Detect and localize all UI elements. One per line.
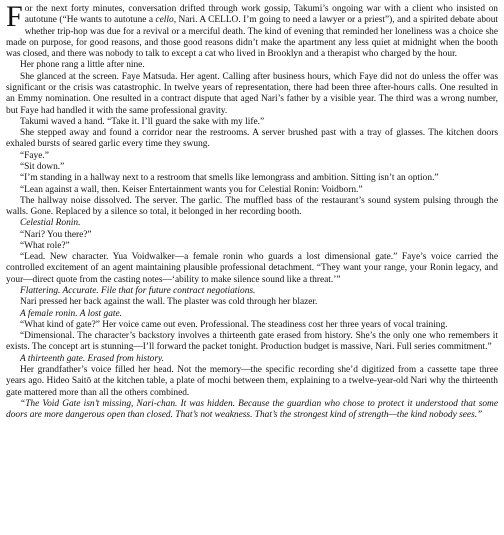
text-run: “What kind of gate?” Her voice came out even. Professional. The steadiness cost her three years of vocal training. [20, 319, 448, 330]
paragraph [6, 128, 498, 151]
paragraph [6, 331, 498, 354]
paragraph [6, 365, 498, 399]
paragraph [6, 230, 498, 241]
drop-cap: F [6, 0, 23, 33]
paragraph [6, 162, 498, 173]
paragraph [6, 185, 498, 196]
text-run: “Dimensional. The character’s backstory involves a thirteenth gate erased from history. She’s the only one who remembers it exists. The concept art is stunning—I’ll forward the packet tonight. Production budget is massive, Nari. Full series commitment.” [6, 331, 498, 353]
paragraph [6, 286, 498, 297]
paragraph [6, 241, 498, 252]
paragraph [6, 117, 498, 128]
text-run: “Lead. New character. Yua Voidwalker—a female ronin who guards a lost dimensional gate.” Faye’s voice carried the controlled excitement of an agent maintaining plausible professional detachment. “They want your range, your Ronin legacy, and your—direct quote from the casting notes—‘ability to make silence sound like a threat.’” [6, 252, 498, 285]
paragraph [6, 72, 498, 117]
text-run: Takumi waved a hand. “Take it. I’ll guard the sake with my life.” [20, 116, 265, 127]
paragraph [6, 196, 498, 219]
paragraph [6, 309, 498, 320]
italic-text: cello [155, 15, 174, 26]
text-run: She glanced at the screen. Faye Matsuda. Her agent. Calling after business hours, which Faye did not do unless the offer was significant or the crisis was catastrophic. In twelve years of representation, there had been three after-hours calls. One resulted in an Emmy nomination. One resulted in a contract dispute that aged Nari’s father by a visible year. The third was a wrong number, but Faye had handled it with the same professional gravity. [6, 71, 498, 116]
italic-text: Flattering. Accurate. File that for future contract negotiations. [20, 286, 256, 297]
text-run: She stepped away and found a corridor near the restrooms. A server brushed past with a tray of glasses. The kitchen doors exhaled bursts of seared garlic every time they swung. [6, 128, 498, 150]
text-run: “Sit down.” [20, 161, 65, 172]
paragraph [6, 218, 498, 229]
paragraph [6, 252, 498, 286]
paragraph [6, 297, 498, 308]
paragraph [6, 354, 498, 365]
text-run: “Faye.” [20, 150, 49, 161]
text-run: “Nari? You there?” [20, 229, 92, 240]
paragraph [6, 173, 498, 184]
text-run: “I’m standing in a hallway next to a restroom that smells like lemongrass and ambition. Sitting isn’t an option.” [20, 173, 439, 184]
paragraph [6, 151, 498, 162]
text-run: Nari pressed her back against the wall. The plaster was cold through her blazer. [20, 297, 318, 308]
text-run: , Nari. A CELLO. I’m going to need a lawyer or a priest”), and a spirited debate about whether trip-hop was due for a revival or a merciful death. The kind of evening that reminded her loneliness was a choice she made on purpose, for good reasons, and those good reasons didn’t make the apartment any less quiet at midnight when the booth was closed, and there was nobody to talk to except a cat who lived in Brooklyn and a therapist who charged by the hour. [6, 15, 498, 60]
italic-text: Celestial Ronin. [20, 218, 81, 229]
text-run: Her phone rang a little after nine. [20, 60, 145, 71]
italic-text: “The Void Gate isn’t missing, Nari-chan. It was hidden. Because the guardian who chose to protect it understood that some doors are more dangerous open than closed. That’s not weakness. That’s the strongest kind of strength—the kind nobody sees.” [6, 398, 498, 421]
text-run: “What role?” [20, 240, 70, 251]
paragraph [6, 60, 498, 71]
text-run: The hallway noise dissolved. The server. The garlic. The muffled bass of the restaurant’s sound system pulsing through the walls. Gone. Replaced by a silence so total, it belonged in her recording booth. [6, 195, 498, 218]
italic-text: A female ronin. A lost gate. [20, 308, 122, 319]
paragraph [6, 399, 498, 422]
opening-paragraph [6, 0, 498, 60]
italic-text: A thirteenth gate. Erased from history. [20, 353, 165, 364]
text-run: “Lean against a wall, then. Keiser Entertainment wants you for Celestial Ronin: Voidborn.” [20, 184, 363, 195]
text-run: Her grandfather’s voice filled her head. Not the memory—the specific recording she’d digitized from a cassette tape three years ago. Hideo Saitō at the kitchen table, a plate of mochi between them, explaining to a twelve-year-old Nari why the thirteenth gate mattered more than all the others combined. [6, 365, 498, 398]
text-run: or the next forty minutes, conversation drifted through work gossip, Takumi’s ongoing war with a client who insisted on autotune (“He wants to autotune a [24, 4, 498, 26]
paragraph [6, 320, 498, 331]
